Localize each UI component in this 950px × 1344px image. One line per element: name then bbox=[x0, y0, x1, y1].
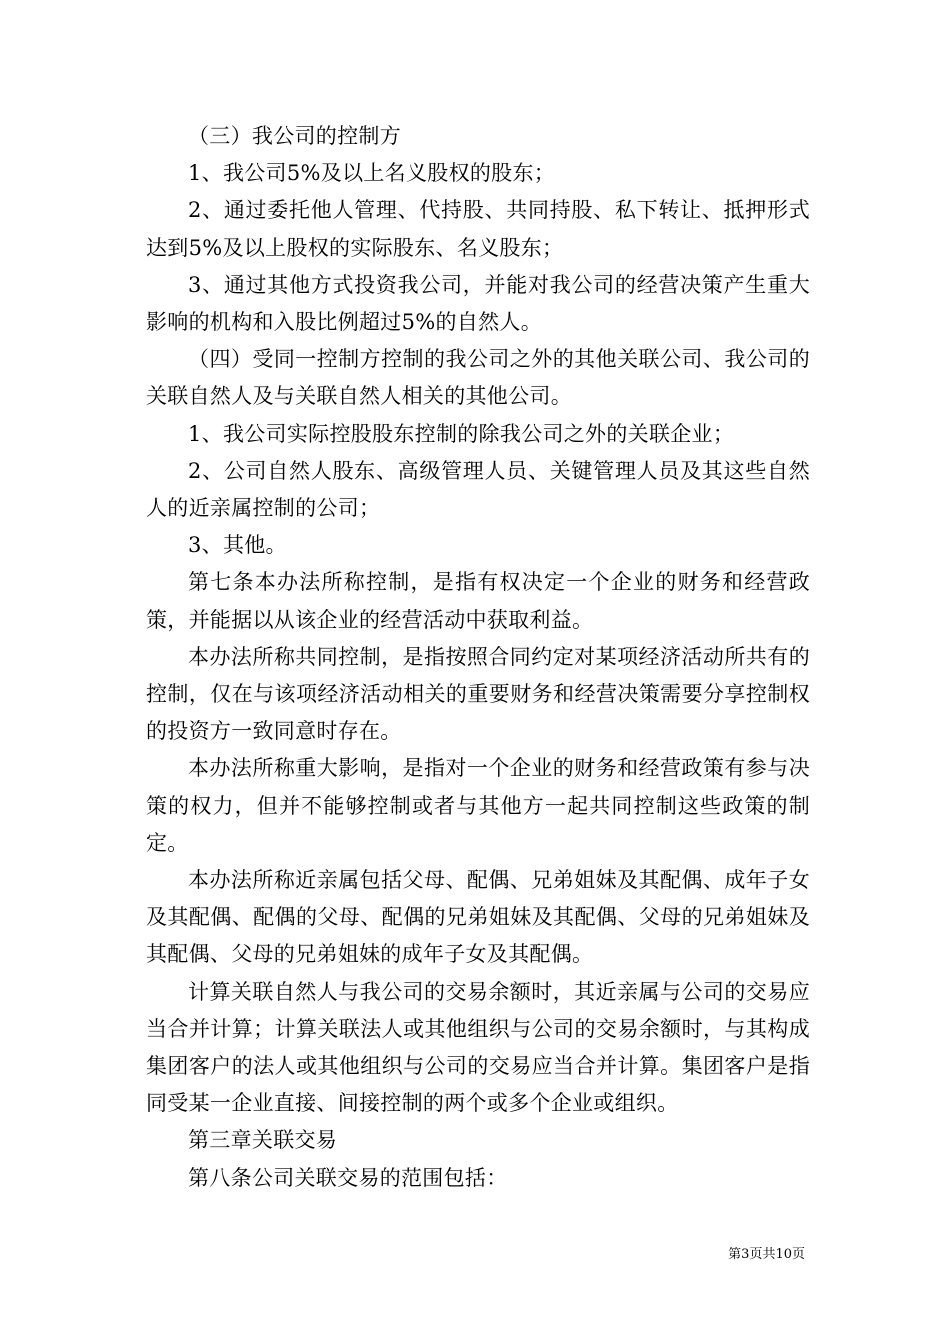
list-item: 2、通过委托他人管理、代持股、共同持股、私下转让、抵押形式达到5%及以上股权的实际股东、名义股东； bbox=[146, 198, 810, 260]
article-seven: 第七条本办法所称控制，是指有权决定一个企业的财务和经营政策，并能据以从该企业的经营活动中获取利益。 bbox=[146, 570, 810, 632]
list-item: 1、我公司5%及以上名义股权的股东； bbox=[188, 161, 556, 186]
list-item: 3、通过其他方式投资我公司，并能对我公司的经营决策产生重大影响的机构和入股比例超过5%的自然人。 bbox=[146, 272, 810, 335]
heading-controlling-party: （三）我公司的控制方 bbox=[188, 124, 401, 148]
list-item: 2、公司自然人股东、高级管理人员、关键管理人员及其这些自然人的近亲属控制的公司； bbox=[146, 458, 810, 521]
paragraph-significant-influence: 本办法所称重大影响，是指对一个企业的财务和经营政策有参与决策的权力，但并不能够控制或者与其他方一起共同控制这些政策的制定。 bbox=[146, 756, 810, 855]
heading-common-control: （四）受同一控制方控制的我公司之外的其他关联公司、我公司的关联自然人及与关联自然人相关的其他公司。 bbox=[146, 347, 810, 409]
paragraph-transaction-balance: 计算关联自然人与我公司的交易余额时，其近亲属与公司的交易应当合并计算；计算关联法人或其他组织与公司的交易余额时，与其构成集团客户的法人或其他组织与公司的交易应当合并计算。集团客户是指同受某一企业直接、间接控制的两个或多个企业或组织。 bbox=[146, 979, 810, 1116]
article-eight: 第八条公司关联交易的范围包括： bbox=[188, 1165, 508, 1190]
chapter-title: 第三章关联交易 bbox=[188, 1128, 338, 1153]
document-body bbox=[146, 118, 810, 1197]
list-item: 1、我公司实际控股股东控制的除我公司之外的关联企业； bbox=[188, 421, 735, 446]
paragraph-joint-control: 本办法所称共同控制，是指按照合同约定对某项经济活动所共有的控制，仅在与该项经济活动相关的重要财务和经营决策需要分享控制权的投资方一致同意时存在。 bbox=[146, 644, 810, 744]
paragraph-close-relatives: 本办法所称近亲属包括父母、配偶、兄弟姐妹及其配偶、成年子女及其配偶、配偶的父母、配偶的兄弟姐妹及其配偶、父母的兄弟姐妹及其配偶、父母的兄弟姐妹的成年子女及其配偶。 bbox=[146, 868, 810, 967]
page-number: 第3页共10页 bbox=[728, 1247, 805, 1262]
list-item: 3、其他。 bbox=[188, 533, 287, 558]
